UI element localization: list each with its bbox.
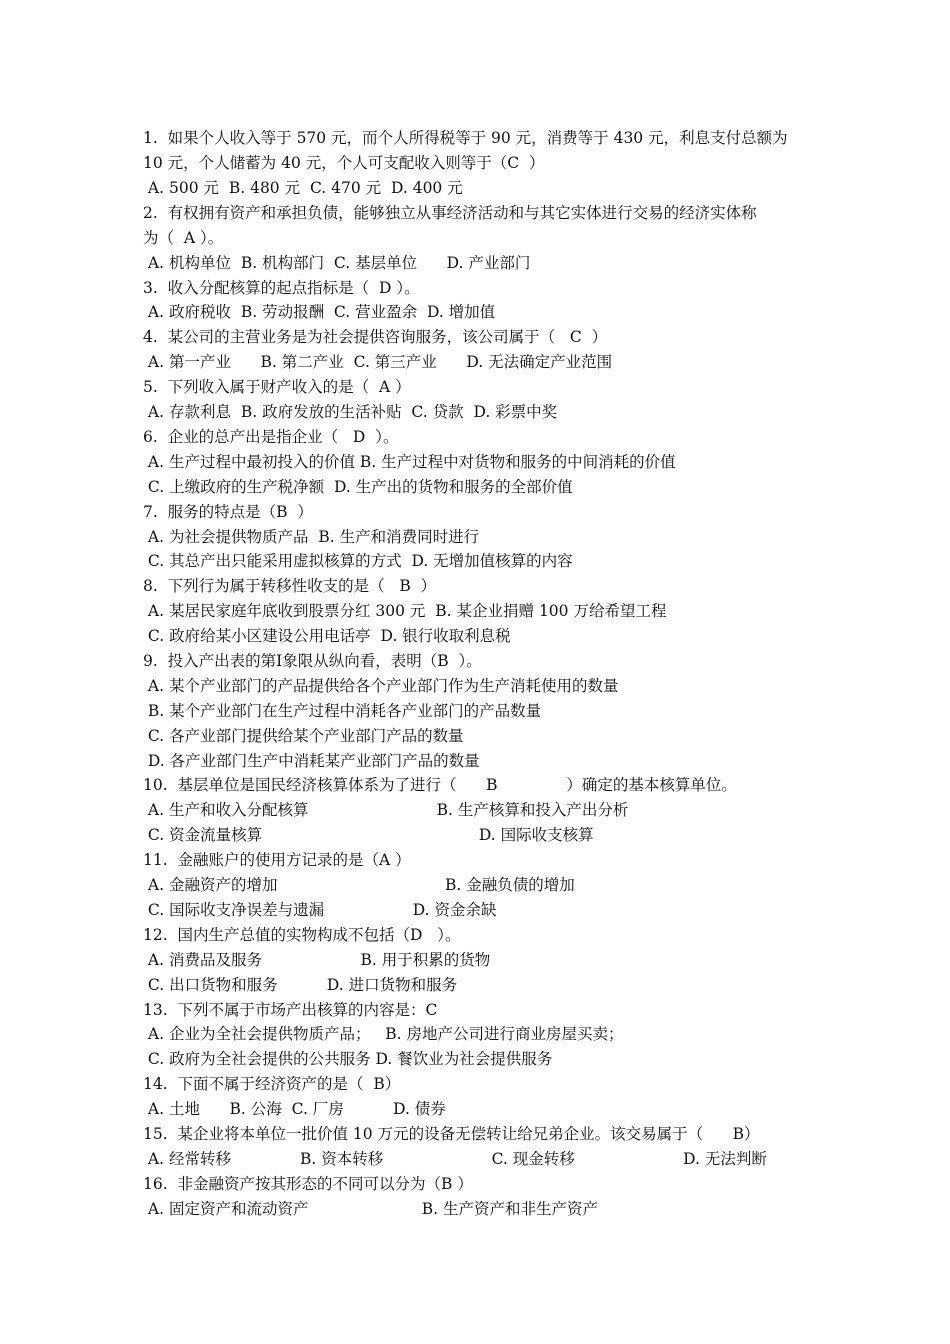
option-line: A. 土地 B. 公海 C. 厂房 D. 债券 — [143, 1100, 446, 1118]
option-line: C. 其总产出只能采用虚拟核算的方式 D. 无增加值核算的内容 — [143, 552, 573, 570]
option-line: C. 出口货物和服务 D. 进口货物和服务 — [143, 976, 458, 994]
question-line: 8. 下列行为属于转移性收支的是（ B ） — [143, 577, 437, 595]
option-line: D. 各产业部门生产中消耗某产业部门产品的数量 — [143, 752, 480, 770]
option-line: A. 政府税收 B. 劳动报酬 C. 营业盈余 D. 增加值 — [143, 303, 496, 321]
option-line: B. 某个产业部门在生产过程中消耗各产业部门的产品数量 — [143, 702, 542, 720]
question-line: 6. 企业的总产出是指企业（ D ）。 — [143, 428, 399, 446]
option-line: A. 企业为全社会提供物质产品； B. 房地产公司进行商业房屋买卖； — [143, 1025, 624, 1043]
question-line: 5. 下列收入属于财产收入的是（ A ） — [143, 378, 411, 396]
question-line: 11. 金融账户的使用方记录的是（A ） — [143, 851, 411, 869]
question-line: 4. 某公司的主营业务是为社会提供咨询服务，该公司属于（ C ） — [143, 328, 608, 346]
option-line: A. 存款利息 B. 政府发放的生活补贴 C. 贷款 D. 彩票中奖 — [143, 403, 558, 421]
option-line: A. 生产过程中最初投入的价值 B. 生产过程中对货物和服务的中间消耗的价值 — [143, 453, 676, 471]
option-line: C. 政府给某小区建设公用电话亭 D. 银行收取利息税 — [143, 627, 511, 645]
option-line: C. 各产业部门提供给某个产业部门产品的数量 — [143, 727, 464, 745]
question-line: 为（ A ）。 — [143, 229, 224, 247]
question-line: 10 元，个人储蓄为 40 元，个人可支配收入则等于（C ） — [143, 154, 545, 172]
question-line: 10. 基层单位是国民经济核算体系为了进行（ B ）确定的基本核算单位。 — [143, 776, 737, 794]
question-line: 3. 收入分配核算的起点指标是（ D ）。 — [143, 279, 420, 297]
question-line: 7. 服务的特点是（B ） — [143, 503, 313, 521]
option-line: A. 为社会提供物质产品 B. 生产和消费同时进行 — [143, 528, 480, 546]
option-line: C. 上缴政府的生产税净额 D. 生产出的货物和服务的全部价值 — [143, 478, 573, 496]
option-line: A. 第一产业 B. 第二产业 C. 第三产业 D. 无法确定产业范围 — [143, 353, 613, 371]
option-line: A. 某居民家庭年底收到股票分红 300 元 B. 某企业捐赠 100 万给希望工程 — [143, 602, 667, 620]
option-line: A. 某个产业部门的产品提供给各个产业部门作为生产消耗使用的数量 — [143, 677, 619, 695]
question-line: 14. 下面不属于经济资产的是（ B） — [143, 1075, 401, 1093]
option-line: A. 经常转移 B. 资本转移 C. 现金转移 D. 无法判断 — [143, 1150, 767, 1168]
option-line: A. 机构单位 B. 机构部门 C. 基层单位 D. 产业部门 — [143, 254, 531, 272]
question-line: 13. 下列不属于市场产出核算的内容是：C — [143, 1001, 438, 1019]
question-line: 12. 国内生产总值的实物构成不包括（D ）。 — [143, 926, 461, 944]
option-line: A. 金融资产的增加 B. 金融负债的增加 — [143, 876, 575, 894]
question-line: 16. 非金融资产按其形态的不同可以分为（B ） — [143, 1175, 473, 1193]
question-line: 2. 有权拥有资产和承担负债，能够独立从事经济活动和与其它实体进行交易的经济实体称 — [143, 204, 757, 222]
option-line: C. 政府为全社会提供的公共服务 D. 餐饮业为社会提供服务 — [143, 1050, 553, 1068]
option-line: A. 500 元 B. 480 元 C. 470 元 D. 400 元 — [143, 179, 463, 197]
question-line: 1. 如果个人收入等于 570 元，而个人所得税等于 90 元，消费等于 430 元，利息支付总额为 — [143, 129, 788, 147]
option-line: C. 国际收支净误差与遗漏 D. 资金余缺 — [143, 901, 497, 919]
option-line: A. 消费品及服务 B. 用于积累的货物 — [143, 951, 491, 969]
question-line: 9. 投入产出表的第Ⅰ象限从纵向看，表明（B ）。 — [143, 652, 482, 670]
option-line: C. 资金流量核算 D. 国际收支核算 — [143, 826, 594, 844]
question-line: 15. 某企业将本单位一批价值 10 万元的设备无偿转让给兄弟企业。该交易属于（ B） — [143, 1125, 760, 1143]
option-line: A. 固定资产和流动资产 B. 生产资产和非生产资产 — [143, 1200, 599, 1218]
option-line: A. 生产和收入分配核算 B. 生产核算和投入产出分析 — [143, 801, 629, 819]
